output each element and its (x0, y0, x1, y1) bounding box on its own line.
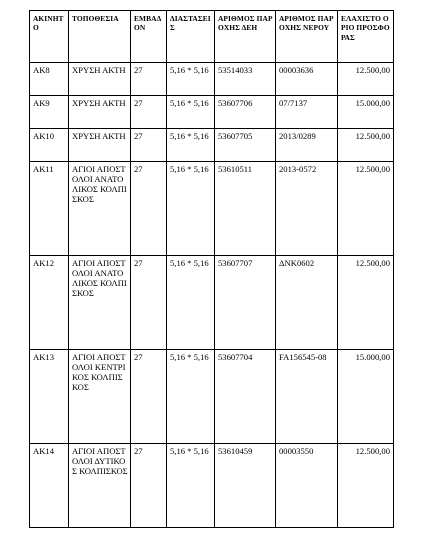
property-location: ΑΓΙΟΙ ΑΠΟΣΤΟΛΟΙ ΚΕΝΤΡΙΚΟΣ ΚΟΛΠΙΣΚΟΣ (69, 350, 131, 444)
property-minimum-offer: 15.000,00 (338, 96, 394, 129)
property-area: 27 (131, 444, 167, 528)
property-dimensions: 5,16 * 5,16 (167, 256, 215, 350)
table-row (30, 162, 394, 256)
property-power-supply-number: 53610511 (215, 162, 276, 256)
property-area: 27 (131, 63, 167, 96)
table-row (30, 96, 394, 129)
property-location: ΧΡΥΣΗ ΑΚΤΗ (69, 96, 131, 129)
property-minimum-offer: 12.500,00 (338, 256, 394, 350)
property-power-supply-number: 53514033 (215, 63, 276, 96)
property-minimum-offer: 12.500,00 (338, 129, 394, 162)
property-water-supply-number: 00003636 (276, 63, 338, 96)
property-dimensions: 5,16 * 5,16 (167, 129, 215, 162)
property-id: ΑΚ10 (30, 129, 69, 162)
property-water-supply-number: 2013-0572 (276, 162, 338, 256)
column-header-location: ΤΟΠΟΘΕΣΙΑ (69, 11, 131, 63)
table-row (30, 350, 394, 444)
property-power-supply-number: 53610459 (215, 444, 276, 528)
table-row (30, 129, 394, 162)
property-id: ΑΚ8 (30, 63, 69, 96)
column-header-property: ΑΚΙΝΗΤΟ (30, 11, 69, 63)
property-water-supply-number: FA156545-08 (276, 350, 338, 444)
property-minimum-offer: 12.500,00 (338, 162, 394, 256)
table-row (30, 256, 394, 350)
column-header-water-supply-number: ΑΡΙΘΜΟΣ ΠΑΡΟΧΗΣ ΝΕΡΟΥ (276, 11, 338, 63)
column-header-power-supply-number: ΑΡΙΘΜΟΣ ΠΑΡΟΧΗΣ ΔΕΗ (215, 11, 276, 63)
property-water-supply-number: 00003550 (276, 444, 338, 528)
property-minimum-offer: 12.500,00 (338, 63, 394, 96)
property-dimensions: 5,16 * 5,16 (167, 350, 215, 444)
table-row (30, 63, 394, 96)
property-location: ΧΡΥΣΗ ΑΚΤΗ (69, 63, 131, 96)
table-row (30, 444, 394, 528)
property-minimum-offer: 12.500,00 (338, 444, 394, 528)
property-power-supply-number: 53607705 (215, 129, 276, 162)
property-power-supply-number: 53607706 (215, 96, 276, 129)
property-water-supply-number: ΔΝΚ0602 (276, 256, 338, 350)
property-id: ΑΚ12 (30, 256, 69, 350)
property-area: 27 (131, 129, 167, 162)
property-id: ΑΚ13 (30, 350, 69, 444)
column-header-area: ΕΜΒΑΔΟΝ (131, 11, 167, 63)
property-water-supply-number: 2013/0289 (276, 129, 338, 162)
property-power-supply-number: 53607707 (215, 256, 276, 350)
property-id: ΑΚ11 (30, 162, 69, 256)
property-power-supply-number: 53607704 (215, 350, 276, 444)
property-dimensions: 5,16 * 5,16 (167, 96, 215, 129)
property-location: ΑΓΙΟΙ ΑΠΟΣΤΟΛΟΙ ΔΥΤΙΚΟΣ ΚΟΛΠΙΣΚΟΣ (69, 444, 131, 528)
property-id: ΑΚ14 (30, 444, 69, 528)
property-water-supply-number: 07/7137 (276, 96, 338, 129)
property-location: ΧΡΥΣΗ ΑΚΤΗ (69, 129, 131, 162)
properties-table (29, 10, 394, 528)
column-header-dimensions: ΔΙΑΣΤΑΣΕΙΣ (167, 11, 215, 63)
property-dimensions: 5,16 * 5,16 (167, 162, 215, 256)
property-minimum-offer: 15.000,00 (338, 350, 394, 444)
property-area: 27 (131, 350, 167, 444)
property-location: ΑΓΙΟΙ ΑΠΟΣΤΟΛΟΙ ΑΝΑΤΟΛΙΚΟΣ ΚΟΛΠΙΣΚΟΣ (69, 256, 131, 350)
property-area: 27 (131, 256, 167, 350)
property-dimensions: 5,16 * 5,16 (167, 63, 215, 96)
property-id: ΑΚ9 (30, 96, 69, 129)
property-area: 27 (131, 96, 167, 129)
property-dimensions: 5,16 * 5,16 (167, 444, 215, 528)
property-location: ΑΓΙΟΙ ΑΠΟΣΤΟΛΟΙ ΑΝΑΤΟΛΙΚΟΣ ΚΟΛΠΙΣΚΟΣ (69, 162, 131, 256)
table-header-row (30, 11, 394, 63)
property-area: 27 (131, 162, 167, 256)
column-header-minimum-offer: ΕΛΑΧΙΣΤΟ ΟΡΙΟ ΠΡΟΣΦΟΡΑΣ (338, 11, 394, 63)
